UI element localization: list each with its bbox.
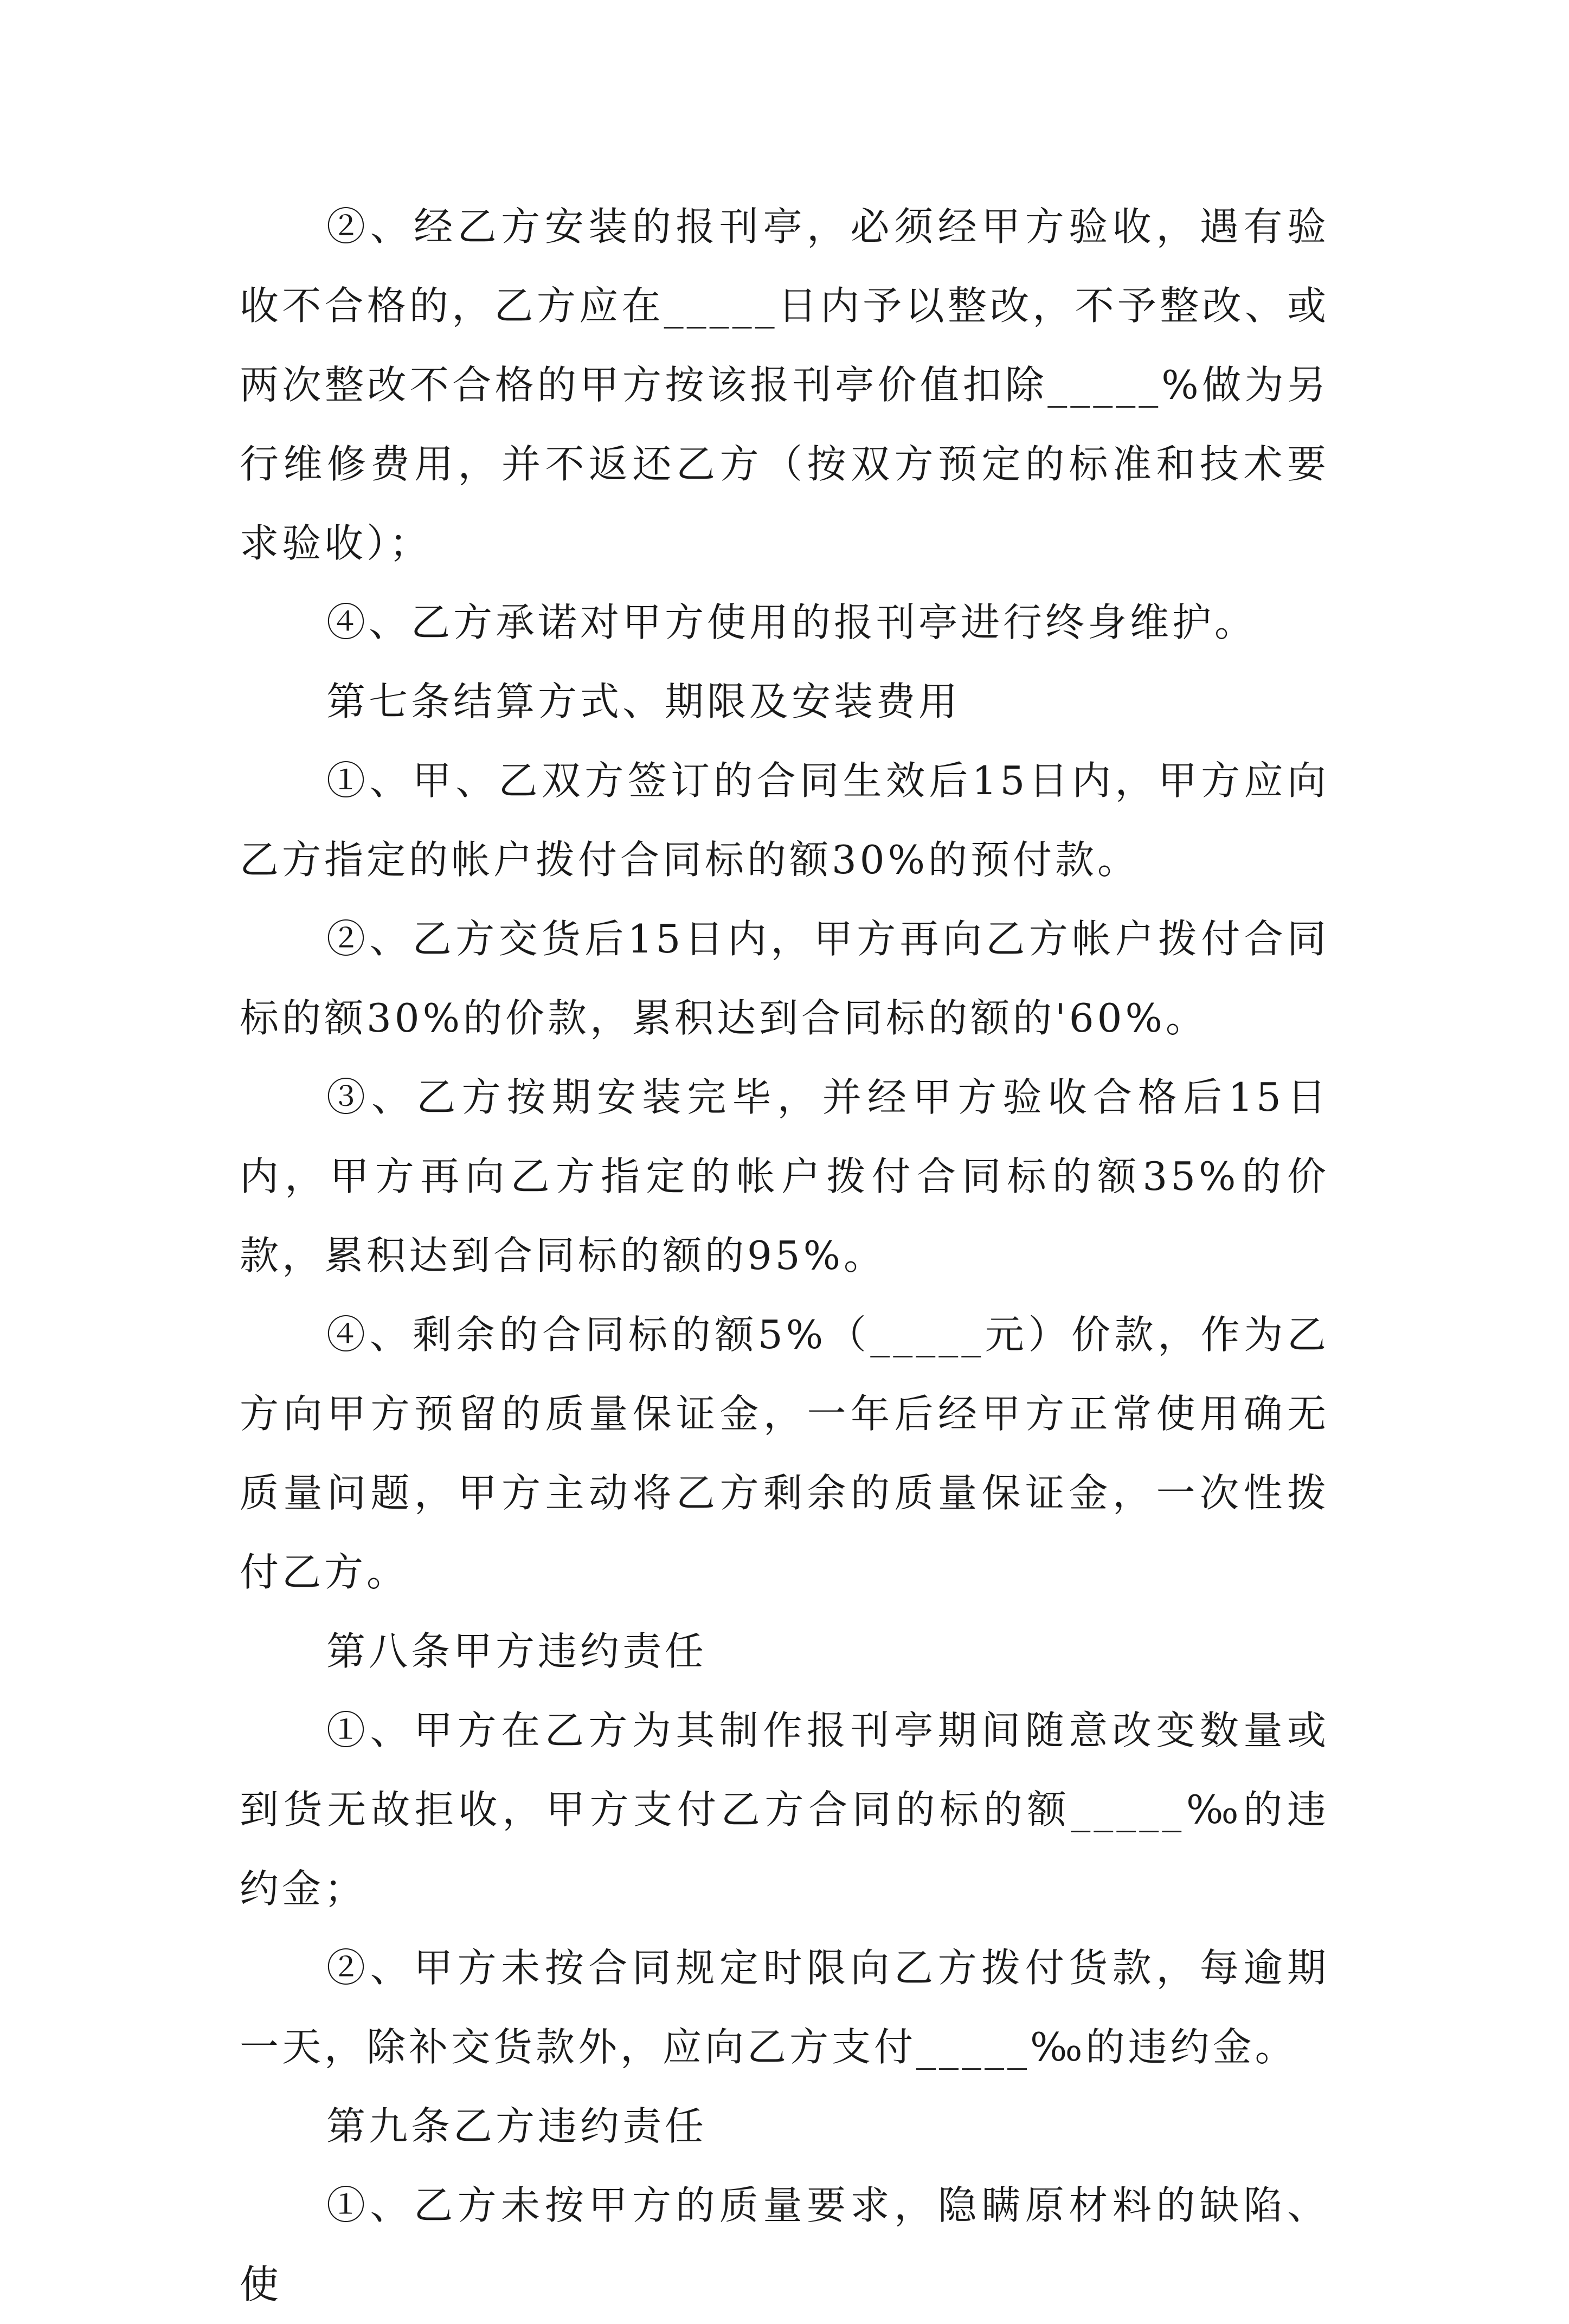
clause-party-a-late-payment: ②、甲方未按合同规定时限向乙方拨付货款，每逾期一天，除补交货款外，应向乙方支付_____‰的违约金。 xyxy=(240,1945,1329,2070)
clause-party-b-quality-breach: ①、乙方未按甲方的质量要求，隐瞒原材料的缺陷、使 xyxy=(240,2183,1329,2307)
heading-article-9: 第九条乙方违约责任 xyxy=(326,2103,708,2149)
document-body xyxy=(240,187,1329,2324)
clause-advance-payment: ①、甲、乙双方签订的合同生效后15日内，甲方应向乙方指定的帐户拨付合同标的额30%的预付款。 xyxy=(240,758,1329,883)
clause-delivery-payment: ②、乙方交货后15日内，甲方再向乙方帐户拨付合同标的额30%的价款，累积达到合同标的额的'60%。 xyxy=(240,916,1329,1041)
heading-article-8: 第八条甲方违约责任 xyxy=(326,1628,708,1674)
clause-quality-deposit: ④、剩余的合同标的额5%（_____元）价款，作为乙方向甲方预留的质量保证金，一年后经甲方正常使用确无质量问题，甲方主动将乙方剩余的质量保证金，一次性拨付乙方。 xyxy=(240,1312,1329,1595)
clause-lifetime-maintenance: ④、乙方承诺对甲方使用的报刊亭进行终身维护。 xyxy=(326,600,1257,645)
clause-acceptance-rectification: ②、经乙方安装的报刊亭，必须经甲方验收，遇有验收不合格的，乙方应在_____日内予以整改，不予整改、或两次整改不合格的甲方按该报刊亭价值扣除_____%做为另行维修费用，并不返还乙方（按双方预定的标准和技术要求验收）； xyxy=(240,204,1329,566)
clause-installation-payment: ③、乙方按期安装完毕，并经甲方验收合格后15日内，甲方再向乙方指定的帐户拨付合同标的额35%的价款，累积达到合同标的额的95%。 xyxy=(240,1074,1329,1278)
clause-party-a-quantity-breach: ①、甲方在乙方为其制作报刊亭期间随意改变数量或到货无故拒收，甲方支付乙方合同的标的额_____‰的违约金； xyxy=(240,1708,1329,1911)
heading-article-7: 第七条结算方式、期限及安装费用 xyxy=(326,679,961,724)
